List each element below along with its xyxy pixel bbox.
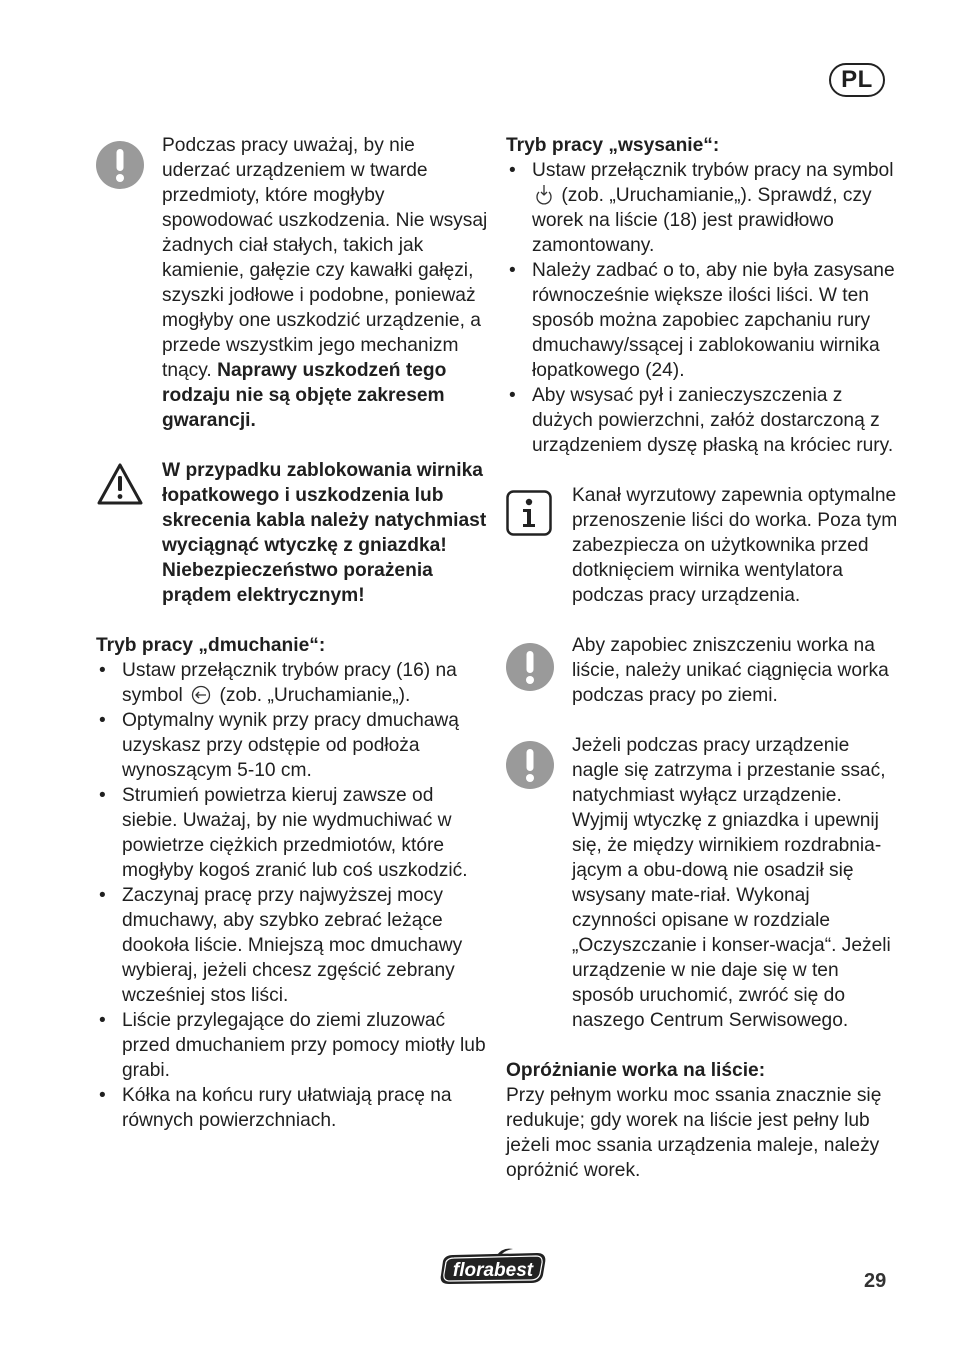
exclamation-circle-icon [96,141,144,189]
list-item: • Liście przylegające do ziemi zluzować przed dmuchaniem przy pomocy miotły lub grabi. [96,1008,488,1083]
warning-bag [506,633,898,708]
warning-stones-text: Podczas pracy uważaj, by nie uderzać urządzeniem w twarde przedmioty, które mogłyby spowodować uszkodzenia. Nie wsysaj żadnych ciał stałych, takich jak kamienie, gałęzie czy kawałki gałęzi, szyszki jodłowe i podobne, ponieważ mogłyby one uszkodzić urządzenie, a przede wszystkim jego mechanizm tnący. [162,135,488,381]
warning-stop [506,733,898,1033]
emptying-text: Przy pełnym worku moc ssania znacznie się redukuje; gdy worek na liście jest pełny lub jeżeli moc ssania urządzenia maleje, należy opróżnić worek. [506,1085,882,1181]
warranty-note: Naprawy uszkodzeń tego rodzaju nie są objęte zakresem gwarancji. [162,360,447,431]
florabest-logo [437,1247,551,1287]
suction-mode-heading: Tryb pracy „wsysanie“: [506,135,720,156]
suction-mode-list [506,158,898,458]
language-badge: PL [829,63,885,97]
list-item: • Strumień powietrza kieruj zawsze od siebie. Uważaj, by nie wydmuchiwać w powietrze ciężkich przedmiotów, które mogłyby kogoś zranić lub coś uszkodzić. [96,783,488,883]
info-note [506,483,898,608]
warning-blockage [96,458,488,608]
warning-bag-text: Aby zapobiec zniszczeniu worka na liście, należy unikać ciągnięcia worka podczas pracy po ziemi. [572,635,889,706]
list-item: • Aby wsysać pył i zanieczyszczenia z dużych powierzchni, załóż dostarczoną z urządzeniem dyszę płaską na króciec rury. [506,383,898,458]
warning-stones [96,133,488,433]
warning-stop-text: Jeżeli podczas pracy urządzenie nagle się zatrzyma i przestanie ssać, natychmiast wyłącz urządzenie. Wyjmij wtyczkę z gniazdka i upewnij się, że między wirnikiem rozdrabnia-jącym a obu-dową nie osadził się wsysany mate-riał. Wykonaj czynności opisane w rozdziale „Oczyszczanie i konser-wacja“. Jeżeli urządzenie w nie daje się w ten sposób uruchomić, zwróć się do naszego Centrum Serwisowego. [572,735,891,1031]
info-icon [506,490,552,536]
suction-symbol-icon [534,183,554,205]
list-item: • Należy zadbać o to, aby nie była zasysane równocześnie większe ilości liści. W ten sposób można zapobiec zapchaniu rury dmuchawy/ssącej i zablokowaniu wirnika łopatkowego (24). [506,258,898,383]
list-item: • Ustaw przełącznik trybów pracy na symbol (zob. „Uruchamianie„). Sprawdź, czy worek na liście (18) jest prawidłowo zamontowany. [506,158,898,258]
exclamation-circle-icon [506,643,554,691]
warning-triangle-icon [96,462,144,506]
blow-mode-heading: Tryb pracy „dmuchanie“: [96,635,326,656]
emptying-heading: Opróżnianie worka na liście: [506,1060,766,1081]
brand-name: florabest [452,1260,534,1281]
list-item: • Kółka na końcu rury ułatwiają pracę na równych powierzchniach. [96,1083,488,1133]
list-item: • Ustaw przełącznik trybów pracy (16) na symbol (zob. „Uruchamianie„). [96,658,488,708]
left-column [96,133,488,1133]
blow-symbol-icon [190,685,212,705]
list-item: • Optymalny wynik przy pracy dmuchawą uzyskasz przy odstępie od podłoża wynoszącym 5-10 cm. [96,708,488,783]
right-column [506,133,898,1183]
warning-blockage-text: W przypadku zablokowania wirnika łopatkowego i uszkodzenia lub skrecenia kabla należy natychmiast wyciągnąć wtyczkę z gniazdka! Niebezpieczeństwo porażenia prądem elektrycznym! [162,460,487,606]
page-number: 29 [864,1270,887,1292]
exclamation-circle-icon [506,741,554,789]
blow-mode-list [96,658,488,1133]
info-note-text: Kanał wyrzutowy zapewnia optymalne przenoszenie liści do worka. Poza tym zabezpiecza on użytkownika przed dotknięciem wirnika wentylatora podczas pracy urządzenia. [572,485,898,606]
list-item: • Zaczynaj pracę przy najwyższej mocy dmuchawy, aby szybko zebrać leżące dookoła liście. Mniejszą moc dmuchawy wybieraj, jeżeli chcesz zgęścić zebrany wcześniej stos liści. [96,883,488,1008]
